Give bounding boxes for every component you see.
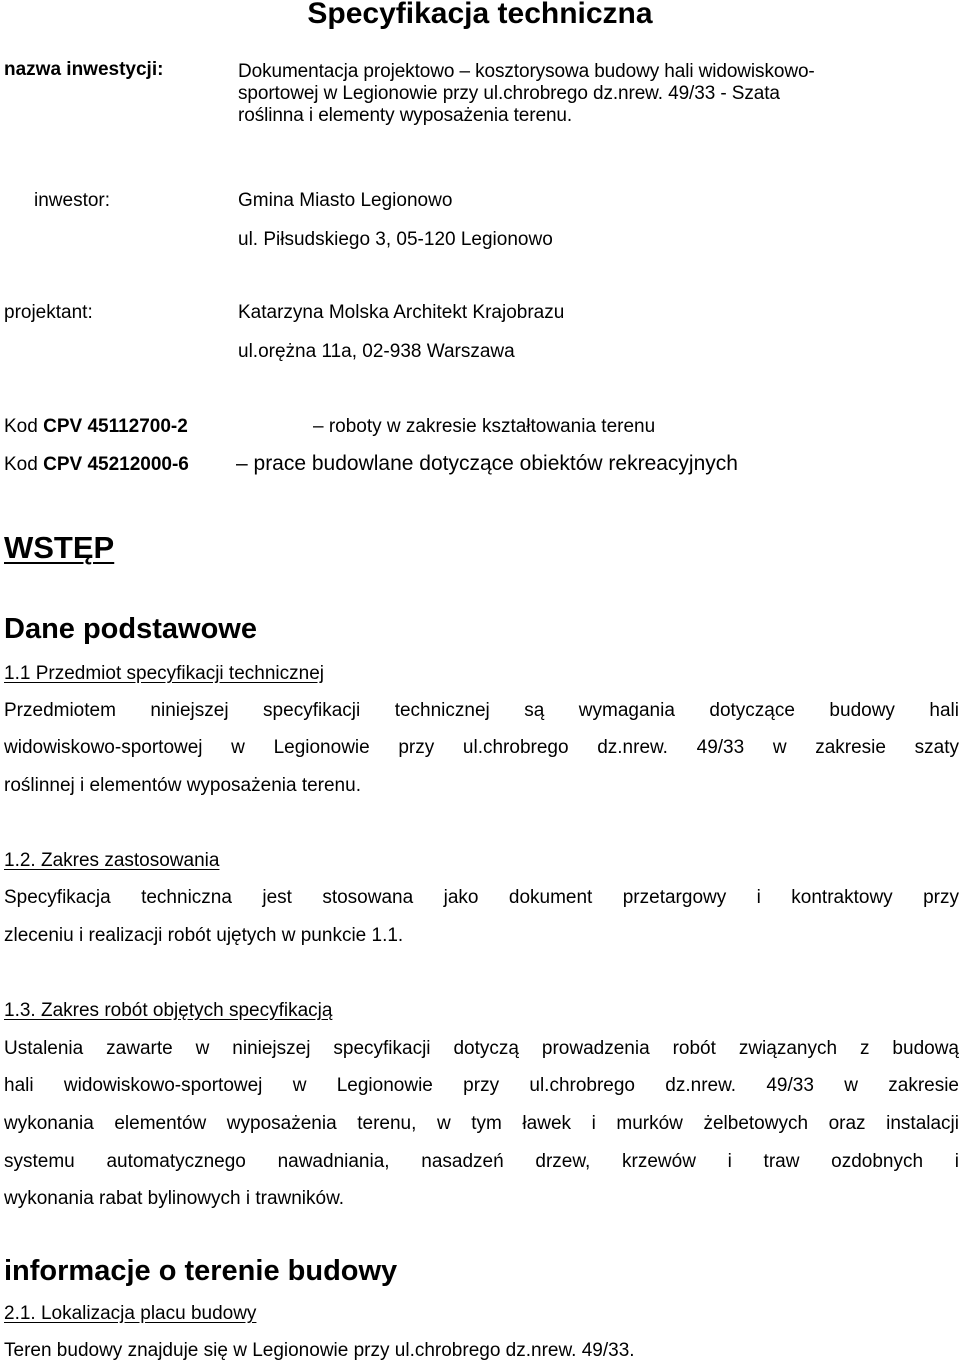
section-1-3-line: systemu automatycznego nawadniania, nasadzeń drzew, krzewów i traw ozdobnych i	[4, 1151, 959, 1172]
cpv-prefix: Kod	[4, 454, 44, 475]
investment-line-1: Dokumentacja projektowo – kosztorysowa budowy hali widowiskowo-	[238, 61, 815, 82]
cpv-prefix: Kod	[4, 416, 44, 437]
basics-heading: Dane podstawowe	[4, 613, 257, 645]
section-1-3-line: hali widowiskowo-sportowej w Legionowie przy ul.chrobrego dz.nrew. 49/33 w zakresie	[4, 1075, 959, 1096]
investor-line-2: ul. Piłsudskiego 3, 05-120 Legionowo	[238, 229, 553, 250]
section-1-3-line: wykonania elementów wyposażenia terenu, w tym ławek i murków żelbetowych oraz instalacji	[4, 1113, 959, 1134]
cpv-code: CPV 45212000-6	[43, 454, 189, 475]
cpv-code-row-2	[4, 453, 189, 477]
section-1-2-line: Specyfikacja techniczna jest stosowana jako dokument przetargowy i kontraktowy przy	[4, 887, 959, 908]
cpv-description-1: – roboty w zakresie kształtowania terenu	[313, 416, 656, 437]
investor-line-1: Gmina Miasto Legionowo	[238, 190, 453, 211]
site-location-text: Teren budowy znajduje się w Legionowie przy ul.chrobrego dz.nrew. 49/33.	[4, 1340, 635, 1361]
section-heading-1-3: 1.3. Zakres robót objętych specyfikacją	[4, 1000, 333, 1021]
section-1-1-line: Przedmiotem niniejszej specyfikacji technicznej są wymagania dotyczące budowy hali	[4, 700, 959, 721]
investment-line-2: sportowej w Legionowie przy ul.chrobrego dz.nrew. 49/33 - Szata	[238, 83, 780, 104]
cpv-code: CPV 45112700-2	[43, 416, 188, 437]
designer-label: projektant:	[4, 302, 93, 323]
section-1-2-line: zleceniu i realizacji robót ujętych w punkcie 1.1.	[4, 925, 404, 946]
investor-label: inwestor:	[34, 190, 111, 211]
section-1-1-line: widowiskowo-sportowej w Legionowie przy ul.chrobrego dz.nrew. 49/33 w zakresie szaty	[4, 737, 959, 758]
section-heading-1-1: 1.1 Przedmiot specyfikacji technicznej	[4, 663, 324, 684]
section-heading-1-2: 1.2. Zakres zastosowania	[4, 850, 220, 871]
intro-heading: WSTĘP	[4, 530, 115, 565]
section-1-3-line: wykonania rabat bylinowych i trawników.	[4, 1188, 345, 1209]
document-title: Specyfikacja techniczna	[307, 0, 653, 30]
investment-line-3: roślinna i elementy wyposażenia terenu.	[238, 105, 573, 126]
section-1-3-line: Ustalenia zawarte w niniejszej specyfikacji dotyczą prowadzenia robót związanych z budową	[4, 1038, 959, 1059]
designer-line-1: Katarzyna Molska Architekt Krajobrazu	[238, 302, 565, 323]
site-heading: informacje o terenie budowy	[4, 1255, 398, 1287]
designer-line-2: ul.orężna 11a, 02-938 Warszawa	[238, 341, 515, 362]
section-1-1-line: roślinnej i elementów wyposażenia terenu.	[4, 775, 361, 796]
investment-label: nazwa inwestycji:	[4, 59, 164, 80]
cpv-code-row-1	[4, 415, 188, 439]
section-heading-2-1: 2.1. Lokalizacja placu budowy	[4, 1303, 257, 1324]
cpv-description-2: – prace budowlane dotyczące obiektów rekreacyjnych	[236, 452, 738, 475]
